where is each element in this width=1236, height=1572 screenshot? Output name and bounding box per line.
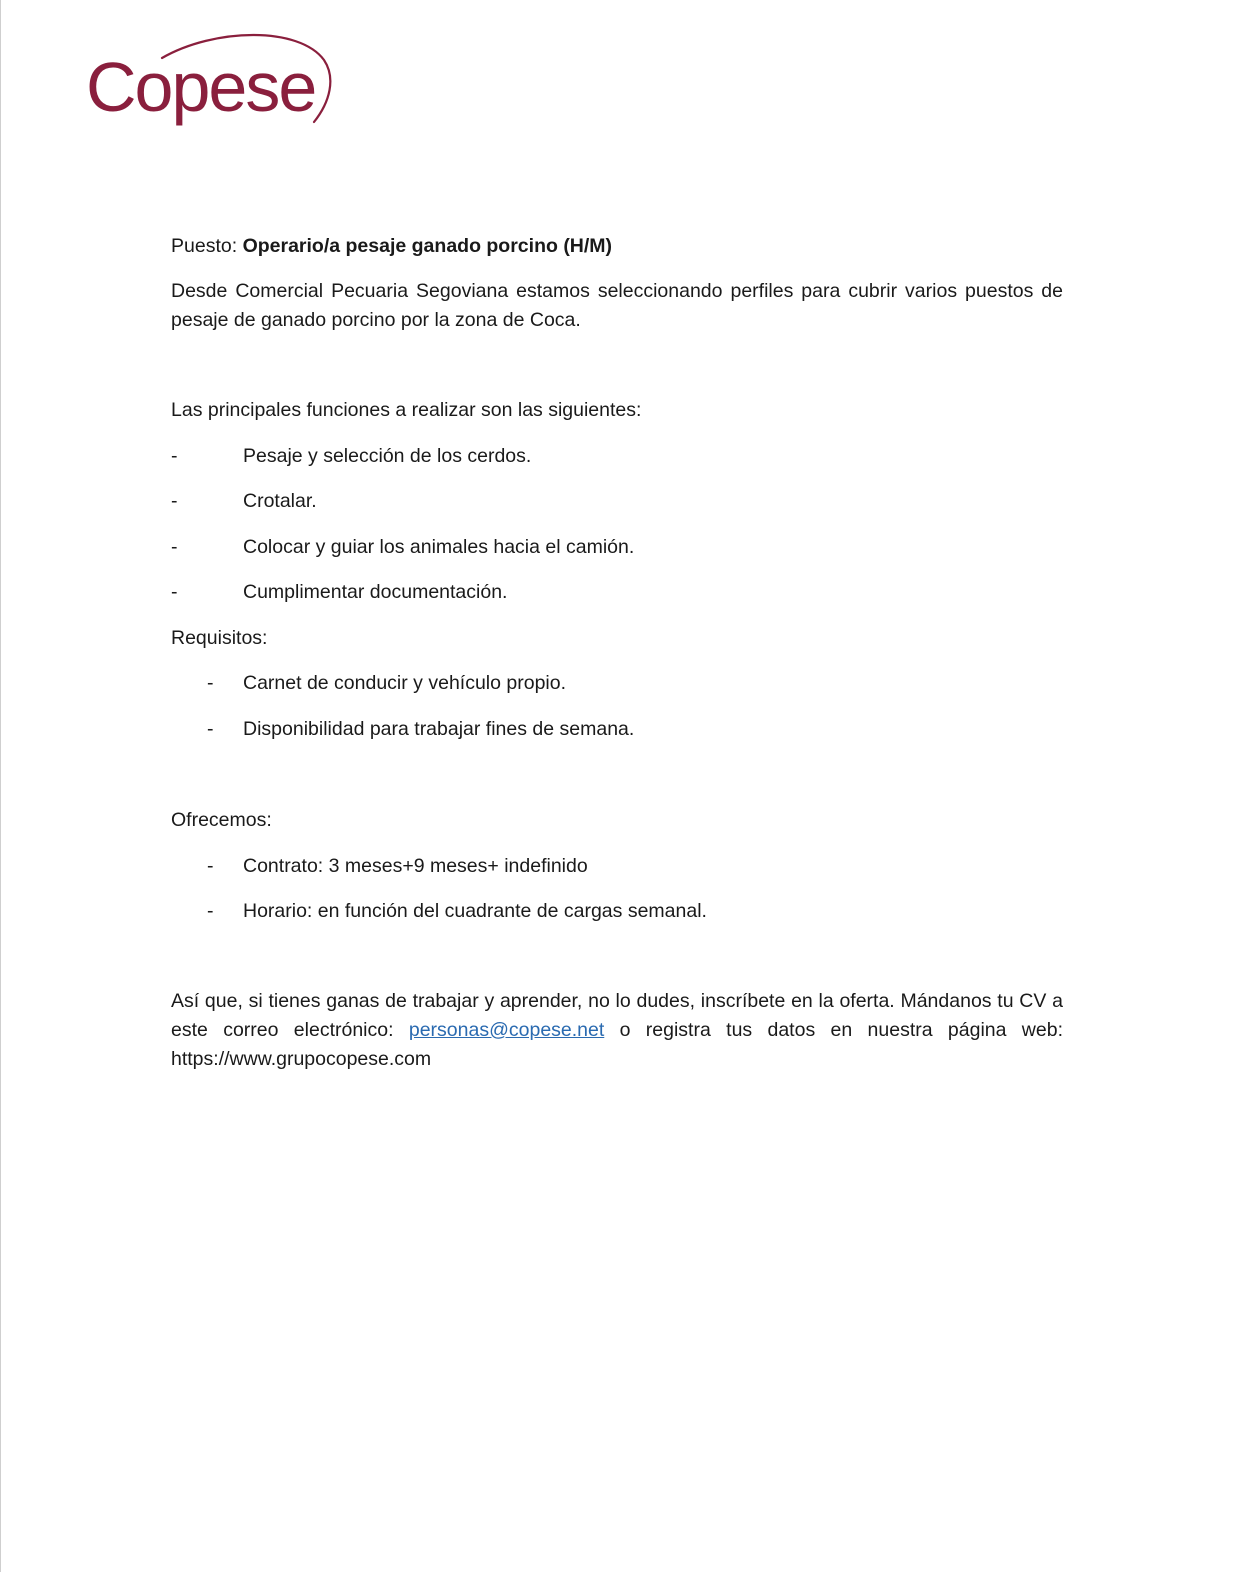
list-item-text: Crotalar.	[243, 490, 317, 512]
list-dash: -	[171, 490, 178, 512]
offer-heading: Ofrecemos:	[171, 809, 272, 831]
list-item-text: Horario: en función del cuadrante de cargas semanal.	[243, 900, 707, 922]
list-item	[171, 669, 1063, 698]
functions-heading: Las principales funciones a realizar son las siguientes:	[171, 399, 642, 421]
page-edge	[0, 0, 1, 1572]
requirements-list	[171, 669, 1063, 744]
list-dash: -	[207, 718, 214, 740]
list-item	[171, 578, 1063, 607]
list-item	[171, 852, 1063, 881]
requirements-heading: Requisitos:	[171, 627, 268, 649]
list-item-text: Colocar y guiar los animales hacia el camión.	[243, 536, 635, 558]
list-dash: -	[207, 672, 214, 694]
list-dash: -	[207, 855, 214, 877]
email-link[interactable]: personas@copese.net	[408, 1019, 605, 1041]
position-title: Operario/a pesaje ganado porcino (H/M)	[242, 235, 613, 257]
list-item-text: Contrato: 3 meses+9 meses+ indefinido	[243, 855, 588, 877]
list-dash: -	[171, 445, 178, 467]
logo-text: Copese	[86, 48, 316, 126]
closing-paragraph	[171, 987, 1063, 1074]
list-item-text: Disponibilidad para trabajar fines de semana.	[243, 718, 635, 740]
copese-logo	[84, 30, 344, 140]
list-dash: -	[207, 900, 214, 922]
list-item	[171, 442, 1063, 471]
functions-list	[171, 442, 1063, 607]
list-item	[171, 897, 1063, 926]
closing-text-before: Así que, si tienes ganas de trabajar y aprender, no lo dudes, inscríbete en la oferta. Mándanos tu CV a este correo electrónico:	[171, 990, 1063, 1041]
list-item-text: Pesaje y selección de los cerdos.	[243, 445, 532, 467]
closing-text-after: o registra tus datos en nuestra página web: https://www.grupocopese.com	[171, 1019, 1064, 1070]
position-label: Puesto:	[171, 235, 238, 257]
list-dash: -	[171, 536, 178, 558]
list-item	[171, 487, 1063, 516]
list-item	[171, 533, 1063, 562]
list-item-text: Cumplimentar documentación.	[243, 581, 508, 603]
intro-paragraph: Desde Comercial Pecuaria Segoviana estamos seleccionando perfiles para cubrir varios puestos de pesaje de ganado porcino por la zona de Coca.	[171, 280, 1063, 331]
list-dash: -	[171, 581, 178, 603]
list-item-text: Carnet de conducir y vehículo propio.	[243, 672, 567, 694]
document-body	[171, 232, 1063, 1074]
offer-list	[171, 852, 1063, 926]
list-item	[171, 715, 1063, 744]
position-line	[171, 232, 1063, 261]
